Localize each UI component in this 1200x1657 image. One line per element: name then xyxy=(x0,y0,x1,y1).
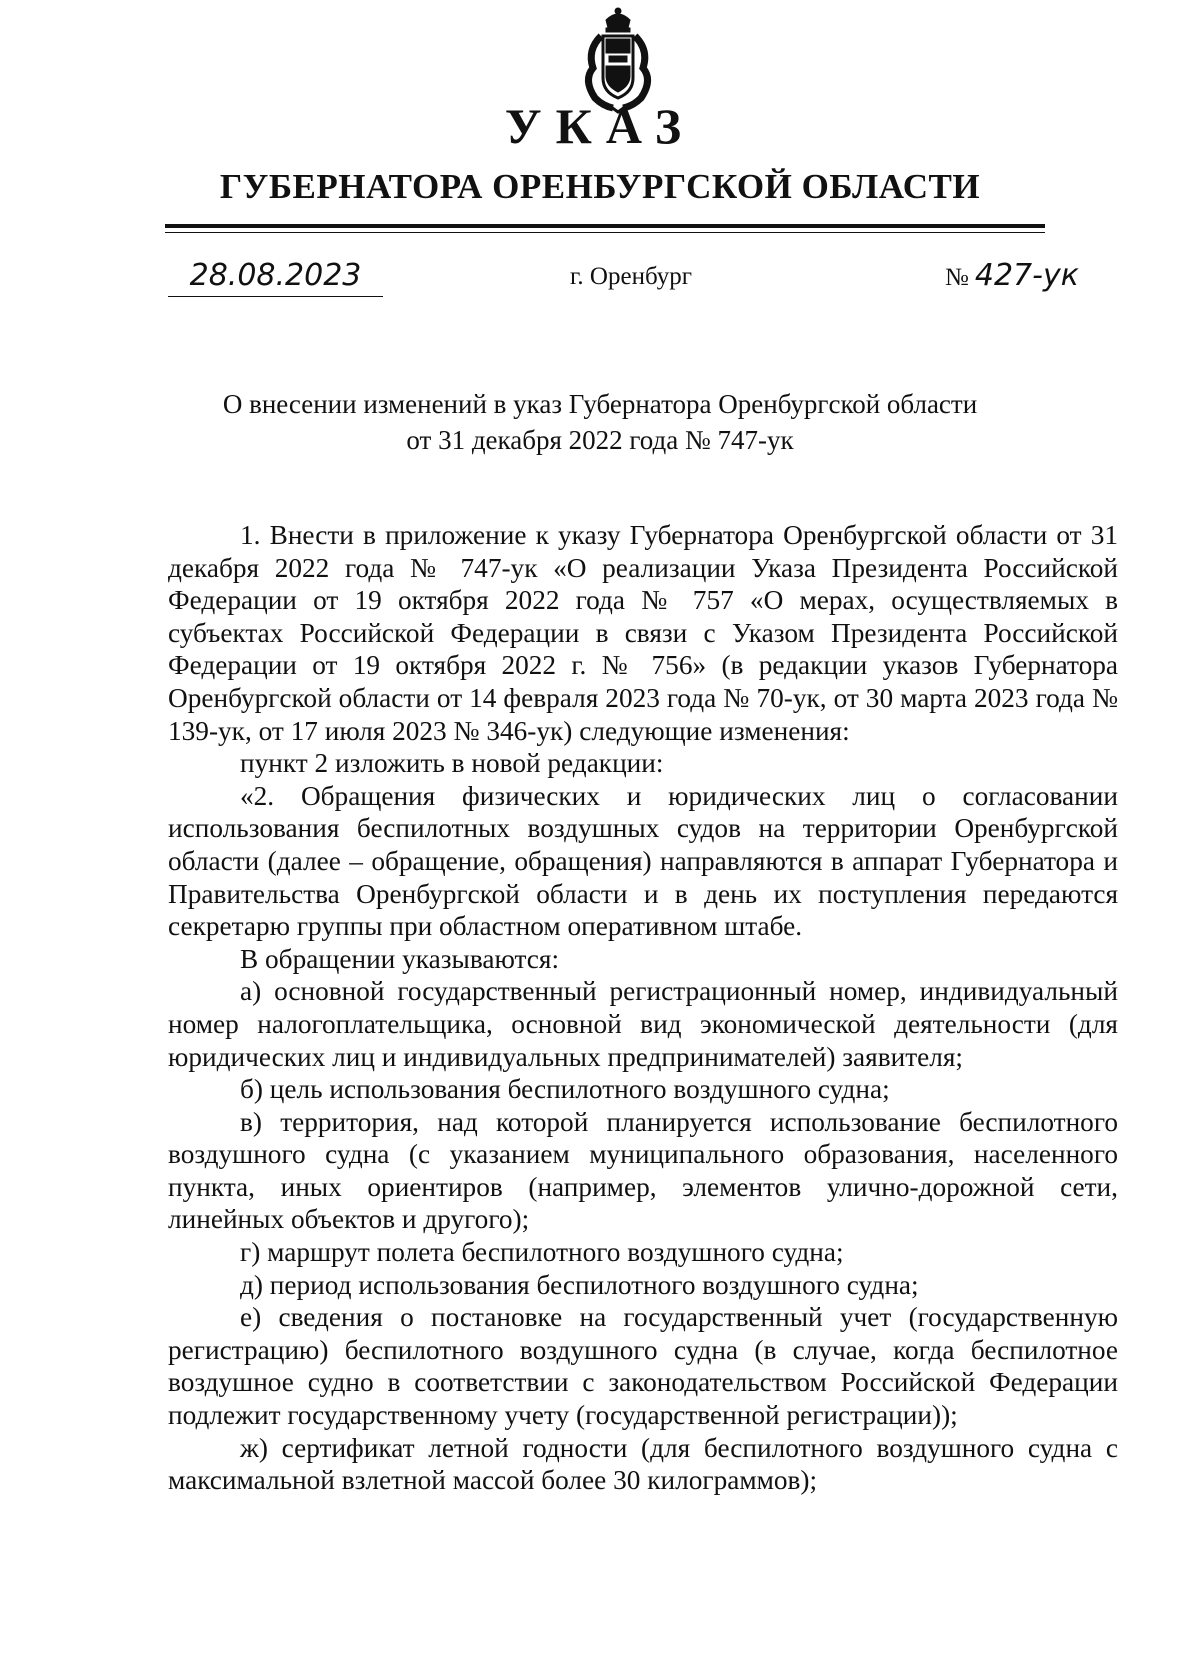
body-paragraph: б) цель использования беспилотного воздушного судна; xyxy=(240,1074,890,1105)
body-paragraph: в) территория, над которой планируется использование беспилотного воздушного судна (с указанием муниципального образования, населенного пункта, иных ориентиров (например, элементов улично-дорожной сети, линейных объектов и другого); xyxy=(168,1106,1118,1235)
body-paragraph: «2. Обращения физических и юридических лиц о согласовании использования беспилотных воздушных судов на территории Оренбургской области (далее – обращение, обращения) направляются в аппарат Губернатора и Правительства Оренбургской области и в день их поступления передаются секретарю группы при областном оперативном штабе. xyxy=(168,780,1118,942)
body-paragraph: ж) сертификат летной годности (для беспилотного воздушного судна с максимальной взлетной массой более 30 килограммов); xyxy=(168,1432,1118,1496)
document-heading xyxy=(0,386,1200,458)
number-prefix: № xyxy=(945,264,969,291)
body-paragraph: г) маршрут полета беспилотного воздушного судна; xyxy=(240,1237,844,1268)
body-paragraph: пункт 2 изложить в новой редакции: xyxy=(240,748,664,779)
document-subtitle: ГУБЕРНАТОРА ОРЕНБУРГСКОЙ ОБЛАСТИ xyxy=(219,167,981,206)
heading-line-2: от 31 декабря 2022 года № 747-ук xyxy=(406,425,794,455)
document-body xyxy=(168,519,1118,1497)
heading-line-1: О внесении изменений в указ Губернатора Оренбургской области xyxy=(222,389,978,419)
body-paragraph: е) сведения о постановке на государственный учет (государственную регистрацию) беспилотного воздушного судна (в случае, когда беспилотное воздушное судно в соответствии с законодательством Российской Федерации подлежит государственному учету (государственной регистрации)); xyxy=(168,1302,1118,1431)
header-divider xyxy=(165,224,1045,228)
body-paragraph: а) основной государственный регистрационный номер, индивидуальный номер налогоплательщика, основной вид экономической деятельности (для юридических лиц и индивидуальных предпринимателей) заявителя; xyxy=(168,976,1118,1072)
document-city: г. Оренбург xyxy=(570,263,692,290)
document-number xyxy=(945,256,1079,298)
body-paragraph: В обращении указываются: xyxy=(240,943,560,974)
document-date: 28.08.2023 xyxy=(168,256,383,297)
body-paragraph: 1. Внести в приложение к указу Губернатора Оренбургской области от 31 декабря 2022 года № 747-ук «О реализации Указа Президента Российской Федерации от 19 октября 2022 года № 757 «О мерах, осуществляемых в субъектах Российской Федерации в связи с Указом Президента Российской Федерации от 19 октября 2022 г. № 756» (в редакции указов Губернатора Оренбургской области от 14 февраля 2023 года № 70-ук, от 30 марта 2023 года № 139-ук, от 17 июля 2023 № 346-ук) следующие изменения: xyxy=(168,520,1118,746)
body-paragraph: д) период использования беспилотного воздушного судна; xyxy=(240,1269,919,1300)
document-title: УКАЗ xyxy=(504,98,696,154)
number-value: 427-ук xyxy=(974,258,1079,293)
header-divider-thin xyxy=(165,232,1045,233)
